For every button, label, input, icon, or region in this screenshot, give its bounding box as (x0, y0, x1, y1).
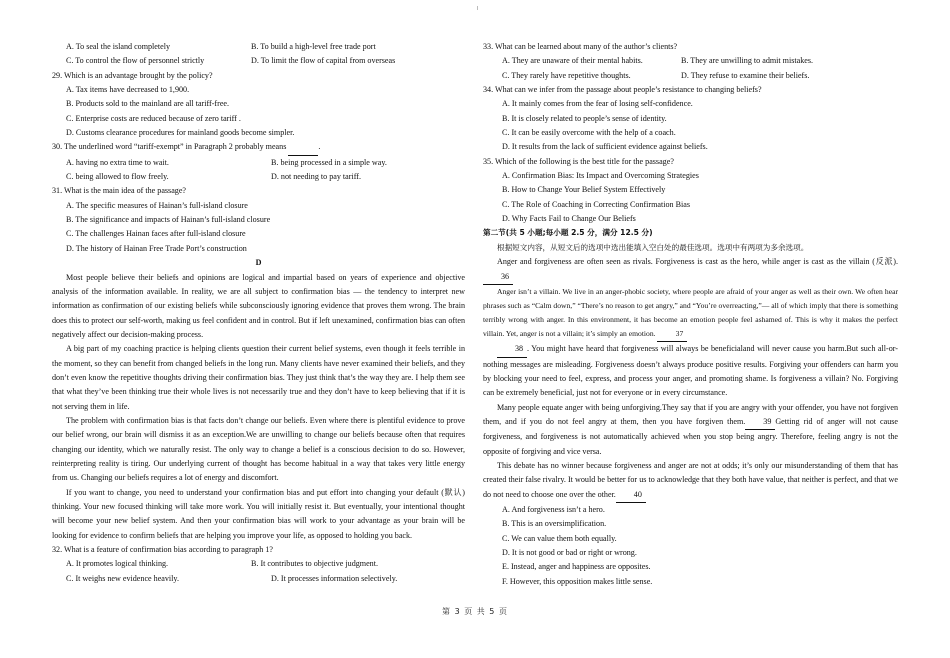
q34-option-c[interactable]: C. It can be easily overcome with the help of a coach. (502, 128, 676, 138)
q32-options-row-1 (52, 557, 465, 571)
q30-options-row-2 (52, 170, 465, 184)
q30-option-b[interactable]: B. being processed in a simple way. (271, 157, 387, 167)
passage-d-paragraph-1: Most people believe their beliefs and opinions are logical and impartial based on years of experience and objective analysis of the information available. In reality, we are all subject to confirmation bias — the tendency to interpret new information as confirmation of our existing beliefs while subconsciously ignoring evidence that proves them wrong. The brain does this to protect our self-worth, making us feel confident and in control. But if left unexamined, confirmation bias can often negatively affect our decision-making process. (52, 272, 465, 339)
cloze-paragraph-2-text: Anger isn’t a villain. We live in an anger-phobic society, where people are afraid of your anger as well as their own. We often hear phrases such as “Calm down,” “There’s no reason to get angry,” and “You’re overreacting,”— all of which imply that there is something terribly wrong with anger. In this environment, it has become an emotion people feel ashamed of. This is why it makes the perfect villain. Yet, anger is not a villain; it’s simply an emotion. (483, 286, 899, 339)
cloze-paragraph-4-text-b: Getting rid of anger will not cause forgiveness, and forgiveness is not automatically achieved when you stop being angry. Therefore, feeling angry is not the opposite of forgiving and vice versa. (483, 416, 898, 456)
page-top-mark (477, 6, 478, 10)
page-footer: 第 3 页 共 5 页 (442, 607, 508, 616)
q29-option-d[interactable]: D. Customs clearance procedures for mainland goods become simpler. (66, 128, 295, 138)
cloze-paragraph-3 (483, 342, 898, 400)
q33-option-c[interactable]: C. They rarely have repetitive thoughts. (502, 70, 631, 80)
q31-option-c[interactable]: C. The challenges Hainan faces after full-island closure (66, 229, 246, 239)
q35-option-c[interactable]: C. The Role of Coaching in Correcting Confirmation Bias (502, 199, 691, 209)
q34-option-a[interactable]: A. It mainly comes from the fear of losing self-confidence. (502, 99, 693, 109)
q29-option-b[interactable]: B. Products sold to the mainland are all tariff-free. (66, 99, 230, 109)
right-column (483, 40, 898, 589)
q30-stem-end: . (318, 142, 321, 152)
choice-f[interactable]: F. However, this opposition makes little sense. (502, 576, 653, 586)
cloze-paragraph-2 (483, 285, 898, 342)
cloze-paragraph-4-text-a: Many people equate anger with being unforgiving.They say that if you are angry with your offender, you have not forgiven them, and if you do not feel angry at them, then you have forgiven them. (483, 402, 898, 426)
q29-stem: 29. Which is an advantage brought by the policy? (52, 70, 213, 80)
q28-options-row-1 (52, 40, 465, 54)
q33-option-a[interactable]: A. They are unaware of their mental habits. (502, 56, 643, 66)
q35-stem: 35. Which of the following is the best title for the passage? (483, 156, 674, 166)
q28-option-c[interactable]: C. To control the flow of personnel strictly (66, 56, 205, 66)
q30-stem-text: 30. The underlined word “tariff-exempt” in Paragraph 2 probably means (52, 142, 287, 152)
q31-option-b[interactable]: B. The significance and impacts of Hainan’s full-island closure (66, 215, 271, 225)
blank-39[interactable]: 39 (745, 415, 775, 430)
q30-option-c[interactable]: C. being allowed to flow freely. (66, 172, 169, 182)
choice-b[interactable]: B. This is an oversimplification. (502, 519, 607, 529)
q35-option-d[interactable]: D. Why Facts Fail to Change Our Beliefs (502, 214, 636, 224)
q33-options-row-2 (483, 69, 898, 83)
cloze-paragraph-4 (483, 401, 898, 459)
cloze-paragraph-3-text: . You might have heard that forgiveness will always be beneficialand will never cause you harm.But such all-or-nothing messages are misleading. Forgiveness doesn’t always produce positive results. Forgiving your offenders can harm you by blocking your need to feel, express, and process your anger, and promoting shame. Is forgiveness a villain? No. Forgiving can be extremely beneficial, just not for everyone or in every circumstance. (483, 344, 898, 398)
q35-option-b[interactable]: B. How to Change Your Belief System Effectively (502, 185, 666, 195)
q28-option-b[interactable]: B. To build a high-level free trade port (251, 42, 376, 51)
cloze-paragraph-1 (483, 255, 898, 285)
cloze-paragraph-5 (483, 459, 898, 503)
q29-option-c[interactable]: C. Enterprise costs are reduced because of zero tariff . (66, 113, 241, 123)
q33-option-b[interactable]: B. They are unwilling to admit mistakes. (681, 56, 814, 66)
passage-d-paragraph-2: A big part of my coaching practice is helping clients question their current belief systems, even though it feels terrible in the moment, so they can benefit from changed beliefs in the long run. Many clients have never examined their beliefs, and they don’t even know the repetitive thoughts driving their confirmation bias. They just think that’s the way they are. I help them see that what they’ve been thinking true their whole lives is not necessarily true and they don’t have to keep believing that if it is not serving them in life. (52, 344, 465, 411)
q31-option-d[interactable]: D. The history of Hainan Free Trade Port’s construction (66, 243, 247, 253)
q29-option-a[interactable]: A. Tax items have decreased to 1,900. (66, 85, 190, 95)
q31-stem: 31. What is the main idea of the passage? (52, 186, 187, 196)
q34-stem: 34. What can we infer from the passage about people’s resistance to changing beliefs? (483, 85, 762, 95)
q32-option-b[interactable]: B. It contributes to objective judgment. (251, 559, 379, 569)
blank-38[interactable]: 38 (497, 342, 527, 357)
section-2-heading: 第二节(共 5 小题;每小题 2.5 分，满分 12.5 分) (483, 228, 653, 238)
q34-option-d[interactable]: D. It results from the lack of sufficient evidence against beliefs. (502, 142, 708, 152)
q32-option-c[interactable]: C. It weighs new evidence heavily. (66, 573, 179, 583)
q32-options-row-2 (52, 572, 465, 586)
q32-stem: 32. What is a feature of confirmation bias according to paragraph 1? (52, 545, 273, 555)
blank-40[interactable]: 40 (616, 488, 646, 503)
q33-stem: 33. What can be learned about many of the author’s clients? (483, 42, 678, 51)
q30-option-a[interactable]: A. having no extra time to wait. (66, 157, 169, 167)
passage-d-paragraph-3: The problem with confirmation bias is that facts don’t change our beliefs. Even where there is plentiful evidence to prove our belief wrong, our brain will dismiss it as an exception.We are unwilling to change our beliefs because often that requires changing our identity, which we naturally resist. The only way to change a belief is a conscious decision to do so. However, reinterpreting reality is tiring. Our underlying current of thought has become habitual in a way that takes very little energy from us. Changing our beliefs requires a lot of energy and discomfort. (52, 415, 465, 483)
cloze-paragraph-1-text: Anger and forgiveness are often seen as rivals. Forgiveness is cast as the hero, while anger is cast as the villain (反派). (497, 257, 898, 267)
blank-36[interactable]: 36 (483, 270, 513, 285)
cloze-paragraph-5-text: This debate has no winner because forgiveness and anger are not at odds; it’s only our misunderstanding of them that has created their false rivalry. It would be better for us to acknowledge that they both have value, that neither is perfect, and that we do not need to choose one over the other. (483, 460, 898, 499)
q35-option-a[interactable]: A. Confirmation Bias: Its Impact and Overcoming Strategies (502, 171, 699, 181)
choice-a[interactable]: A. And forgiveness isn’t a hero. (502, 505, 605, 514)
section-2-instruction: 根据短文内容，从短文后的选项中选出能填入空白处的最佳选项。选项中有两项为多余选项。 (497, 242, 809, 252)
q30-options-row-1 (52, 156, 465, 170)
q32-option-a[interactable]: A. It promotes logical thinking. (66, 559, 169, 569)
blank-37[interactable]: 37 (657, 327, 687, 342)
q31-option-a[interactable]: A. The specific measures of Hainan’s full-island closure (66, 200, 248, 210)
left-column (52, 40, 465, 586)
q30-blank (288, 140, 321, 155)
q32-option-d[interactable]: D. It processes information selectively. (271, 573, 398, 583)
choice-c[interactable]: C. We can value them both equally. (502, 533, 617, 543)
q28-option-d[interactable]: D. To limit the flow of capital from overseas (251, 56, 396, 66)
q28-option-a[interactable]: A. To seal the island completely (66, 42, 171, 51)
q30-option-d[interactable]: D. not needing to pay tariff. (271, 172, 361, 182)
choice-e[interactable]: E. Instead, anger and happiness are opposites. (502, 562, 651, 572)
q33-options-row-1 (483, 54, 898, 68)
q28-options-row-2 (52, 54, 465, 68)
choice-d[interactable]: D. It is not good or bad or right or wrong. (502, 548, 637, 558)
q33-option-d[interactable]: D. They refuse to examine their beliefs. (681, 70, 810, 80)
passage-d-paragraph-4: If you want to change, you need to understand your confirmation bias and put effort into changing your default (默认) thinking. Your new focused thinking will take more work. You will initially resist it. But eventually, your intentional thought will become your new belief system. And then your confirmation bias will work to your advantage as your brain will be looking for evidence to confirm beliefs that are helping you improve your life, as opposed to holding you back. (52, 487, 465, 540)
section-d-heading: D (255, 258, 262, 268)
q34-option-b[interactable]: B. It is closely related to people’s sense of identity. (502, 113, 667, 123)
q30-stem (52, 140, 465, 155)
